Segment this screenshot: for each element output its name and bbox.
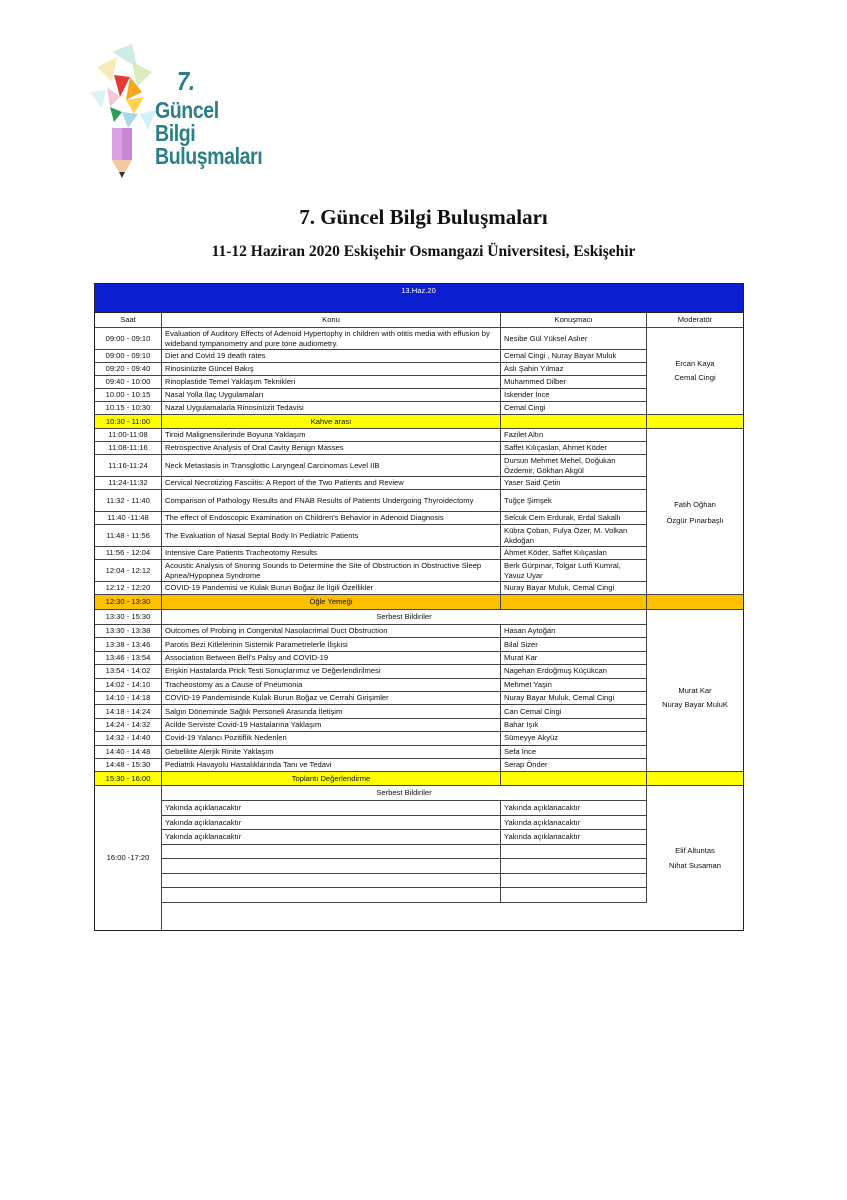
speaker-cell: Bahar Işık <box>501 719 647 732</box>
speaker-cell: Nesibe Gül Yüksel Aslıer <box>501 328 647 350</box>
speaker-cell: Nuray Bayar Muluk, Cemal Cingi <box>501 582 647 595</box>
speaker-cell: Cemal Cingi , Nuray Bayar Muluk <box>501 350 647 363</box>
moderator-name: Özgür Pınarbaşlı <box>666 516 724 525</box>
topic-cell: Association Between Bell's Palsy and COVID-19 <box>162 652 501 665</box>
page-subtitle: 11-12 Haziran 2020 Eskişehir Osmangazi Üniversitesi, Eskişehir <box>211 243 636 260</box>
speaker-cell: Serap Önder <box>501 759 647 772</box>
break-empty-cell <box>647 772 743 786</box>
moderator-name: Nihat Susaman <box>669 861 721 870</box>
speaker-cell: Hasan Aytoğan <box>501 625 647 638</box>
time-cell: 11:48 - 11:56 <box>95 525 162 547</box>
logo-line-3: Buluşmaları <box>155 143 263 169</box>
speaker-cell: Aslı Şahin Yılmaz <box>501 363 647 376</box>
time-cell: 11:32 - 11:40 <box>95 490 162 512</box>
topic-cell <box>162 859 501 874</box>
break-empty-cell <box>647 415 743 429</box>
time-cell: 13:38 - 13:46 <box>95 638 162 651</box>
time-cell: 10.00 - 10:15 <box>95 389 162 402</box>
topic-cell: Nasal Yolla İlaç Uygulamaları <box>162 389 501 402</box>
break-empty-cell <box>501 415 647 429</box>
speaker-cell: Yakında açıklanacaktır <box>501 830 647 845</box>
speaker-cell: Tuğçe Şimşek <box>501 490 647 512</box>
topic-cell: Intensive Care Patients Tracheotomy Results <box>162 547 501 560</box>
event-logo <box>82 42 282 187</box>
moderator-cell <box>647 786 743 930</box>
speaker-cell: Yaser Said Çetin <box>501 477 647 490</box>
schedule-table <box>94 283 744 931</box>
topic-cell <box>162 874 501 889</box>
time-cell: 09:00 - 09:10 <box>95 328 162 350</box>
topic-cell: Acilde Serviste Covid-19 Hastalarına Yaklaşım <box>162 719 501 732</box>
moderator-name: Ercan Kaya <box>675 359 715 368</box>
speaker-cell: Cemal Cingi <box>501 402 647 415</box>
topic-cell: Tiroid Malignensilerinde Boyuna Yaklaşım <box>162 429 501 442</box>
speaker-cell: Sümeyye Akyüz <box>501 732 647 745</box>
topic-cell: Cervical Necrotizing Fasciitis: A Report of the Two Patients and Review <box>162 477 501 490</box>
topic-cell: Comparison of Pathology Results and FNAB Results of Patients Undergoing Thyroidectomy <box>162 490 501 512</box>
speaker-cell: Can Cemal Cingi <box>501 705 647 718</box>
time-cell: 14:18 - 14:24 <box>95 705 162 718</box>
time-cell: 11:40 -11:48 <box>95 512 162 525</box>
moderator-name: Nuray Bayar MuluK <box>662 700 728 709</box>
speaker-cell: Yakında açıklanacaktır <box>501 801 647 816</box>
speaker-cell: Sefa İnce <box>501 746 647 759</box>
topic-cell: The effect of Endoscopic Examination on Children's Behavior in Adenoid Diagnosis <box>162 512 501 525</box>
topic-cell: Yakında açıklanacaktır <box>162 816 501 831</box>
topic-cell: Rinoplastide Temel Yaklaşım Teknikleri <box>162 376 501 389</box>
session-time: 13:30 - 15:30 <box>95 610 162 625</box>
time-cell: 09:20 - 09:40 <box>95 363 162 376</box>
time-cell: 14:40 - 14:48 <box>95 746 162 759</box>
moderator-cell <box>647 328 743 415</box>
speaker-cell: Berk Gürpınar, Tolgar Lutfi Kumral, Yavuz Uyar <box>501 560 647 582</box>
moderator-cell <box>647 610 743 772</box>
topic-cell: Rinosinüzite Güncel Bakış <box>162 363 501 376</box>
topic-cell: Diet and Covid 19 death rates <box>162 350 501 363</box>
break-label: Öğle Yemeği <box>162 595 501 610</box>
topic-cell: Erişkin Hastalarda Prick Testi Sonuçlarımız ve Değerlendirilmesi <box>162 665 501 678</box>
speaker-cell <box>501 845 647 860</box>
break-empty-cell <box>501 595 647 610</box>
time-cell: 14:24 - 14:32 <box>95 719 162 732</box>
time-cell: 14:02 - 14:10 <box>95 679 162 692</box>
topic-cell: The Evaluation of Nasal Septal Body In Pediatric Patients <box>162 525 501 547</box>
time-cell: 14:32 - 14:40 <box>95 732 162 745</box>
session-time: 16:00 -17:20 <box>95 786 162 930</box>
topic-cell: Retrospective Analysis of Oral Cavity Benign Masses <box>162 442 501 455</box>
break-empty-cell <box>501 772 647 786</box>
speaker-cell: Mehmet Yaşin <box>501 679 647 692</box>
time-cell: 11:24-11:32 <box>95 477 162 490</box>
pencil-logo-icon <box>82 42 162 182</box>
time-cell: 09:40 - 10:00 <box>95 376 162 389</box>
break-empty-cell <box>647 595 743 610</box>
session-label: Serbest Bildiriler <box>162 610 647 625</box>
speaker-cell <box>501 859 647 874</box>
topic-cell: Yakında açıklanacaktır <box>162 830 501 845</box>
topic-cell: Neck Metastasis in Transglottic Laryngeal Carcinomas Level IIB <box>162 455 501 477</box>
time-cell: 12:04 - 12:12 <box>95 560 162 582</box>
time-cell: 13:46 - 13:54 <box>95 652 162 665</box>
moderator-name: Fatih Oğhan <box>674 500 716 509</box>
time-cell: 12:12 - 12:20 <box>95 582 162 595</box>
speaker-cell: Bilal Sizer <box>501 638 647 651</box>
speaker-cell: Yakında açıklanacaktır <box>501 816 647 831</box>
time-cell: 11:56 - 12:04 <box>95 547 162 560</box>
logo-number: 7. <box>177 66 195 96</box>
speaker-cell: Nuray Bayar Muluk, Cemal Cingi <box>501 692 647 705</box>
speaker-cell: Saffet Kılıçaslan, Ahmet Köder <box>501 442 647 455</box>
speaker-cell: Murat Kar <box>501 652 647 665</box>
time-cell: 13:54 - 14:02 <box>95 665 162 678</box>
time-cell: 13:30 - 13:38 <box>95 625 162 638</box>
topic-cell <box>162 888 501 903</box>
speaker-cell: Selcuk Cem Erdurak, Erdal Sakallı <box>501 512 647 525</box>
break-label: Kahve arası <box>162 415 501 429</box>
col-header-speaker: Konuşmacı <box>501 313 647 328</box>
topic-cell: Acoustic Analysis of Snoring Sounds to Determine the Site of Obstruction in Obstructive Sleep Apnea/Hypopnea Syndrome <box>162 560 501 582</box>
logo-line-2: Bilgi <box>155 120 196 146</box>
topic-cell: Nazal Uygulamalarla Rinosinüzit Tedavisi <box>162 402 501 415</box>
break-time: 10:30 - 11:00 <box>95 415 162 429</box>
topic-cell: Salgın Döneminde Sağlık Personeli Arasında İletişim <box>162 705 501 718</box>
moderator-name: Murat Kar <box>678 686 712 695</box>
speaker-cell: İskender İnce <box>501 389 647 402</box>
topic-cell: Yakında açıklanacaktır <box>162 801 501 816</box>
moderator-name: Elif Altuntas <box>675 846 715 855</box>
topic-cell <box>162 845 501 860</box>
time-cell: 14:48 - 15:30 <box>95 759 162 772</box>
break-time: 12:30 - 13:30 <box>95 595 162 610</box>
topic-cell: Pediatrik Havayolu Hastalıklarında Tanı ve Tedavi <box>162 759 501 772</box>
moderator-cell <box>647 429 743 595</box>
speaker-cell <box>501 888 647 903</box>
time-cell: 11:16-11:24 <box>95 455 162 477</box>
time-cell: 11:08-11:16 <box>95 442 162 455</box>
topic-cell: Outcomes of Probing in Congenital Nasolacrimal Duct Obstruction <box>162 625 501 638</box>
break-time: 15:30 - 16:00 <box>95 772 162 786</box>
time-cell: 10.15 - 10:30 <box>95 402 162 415</box>
page-title: 7. Güncel Bilgi Buluşmaları <box>299 205 548 229</box>
topic-cell: COVID-19 Pandemisinde Kulak Burun Boğaz ve Cerrahi Girişimler <box>162 692 501 705</box>
topic-cell: Tracheostomy as a Cause of Pneumonia <box>162 679 501 692</box>
speaker-cell: Nagehan Erdoğmuş Küçükcan <box>501 665 647 678</box>
date-header: 13.Haz.20 <box>95 284 743 299</box>
speaker-cell: Dursun Mehmet Mehel, Doğukan Özdemir, Gökhan Akgül <box>501 455 647 477</box>
logo-line-1: Güncel <box>155 97 219 123</box>
time-cell: 11:00-11:08 <box>95 429 162 442</box>
topic-cell: Parotis Bezi Kitlelerinin Sistemik Parametrelerle İlişkisi <box>162 638 501 651</box>
topic-cell: COVID-19 Pandemisi ve Kulak Burun Boğaz ile İlgili Özellikler <box>162 582 501 595</box>
blue-spacer-bar <box>95 299 743 313</box>
speaker-cell: Fazilet Altın <box>501 429 647 442</box>
topic-cell: Gebelikte Alerjik Rinite Yaklaşım <box>162 746 501 759</box>
col-header-topic: Konu <box>162 313 501 328</box>
topic-cell: Covid-19 Yalancı Pozitiflik Nedenleri <box>162 732 501 745</box>
speaker-cell <box>501 874 647 889</box>
moderator-name: Cemal Cingi <box>674 373 716 382</box>
col-header-moderator: Moderatör <box>647 313 743 328</box>
speaker-cell: Ahmet Köder, Saffet Kılıçaslan <box>501 547 647 560</box>
col-header-time: Saat <box>95 313 162 328</box>
topic-cell: Evaluation of Auditory Effects of Adenoid Hypertophy in children with otitis media with effusion by wideband tympanometry and pure tone audiometry. <box>162 328 501 350</box>
session-label: Serbest Bildiriler <box>162 786 647 801</box>
time-cell: 09:00 - 09:10 <box>95 350 162 363</box>
time-cell: 14:10 - 14:18 <box>95 692 162 705</box>
speaker-cell: Muhammed Dilber <box>501 376 647 389</box>
break-label: Toplantı Değerlendirme <box>162 772 501 786</box>
speaker-cell: Kübra Çoban, Fulya Özer, M. Volkan Akdoğan <box>501 525 647 547</box>
